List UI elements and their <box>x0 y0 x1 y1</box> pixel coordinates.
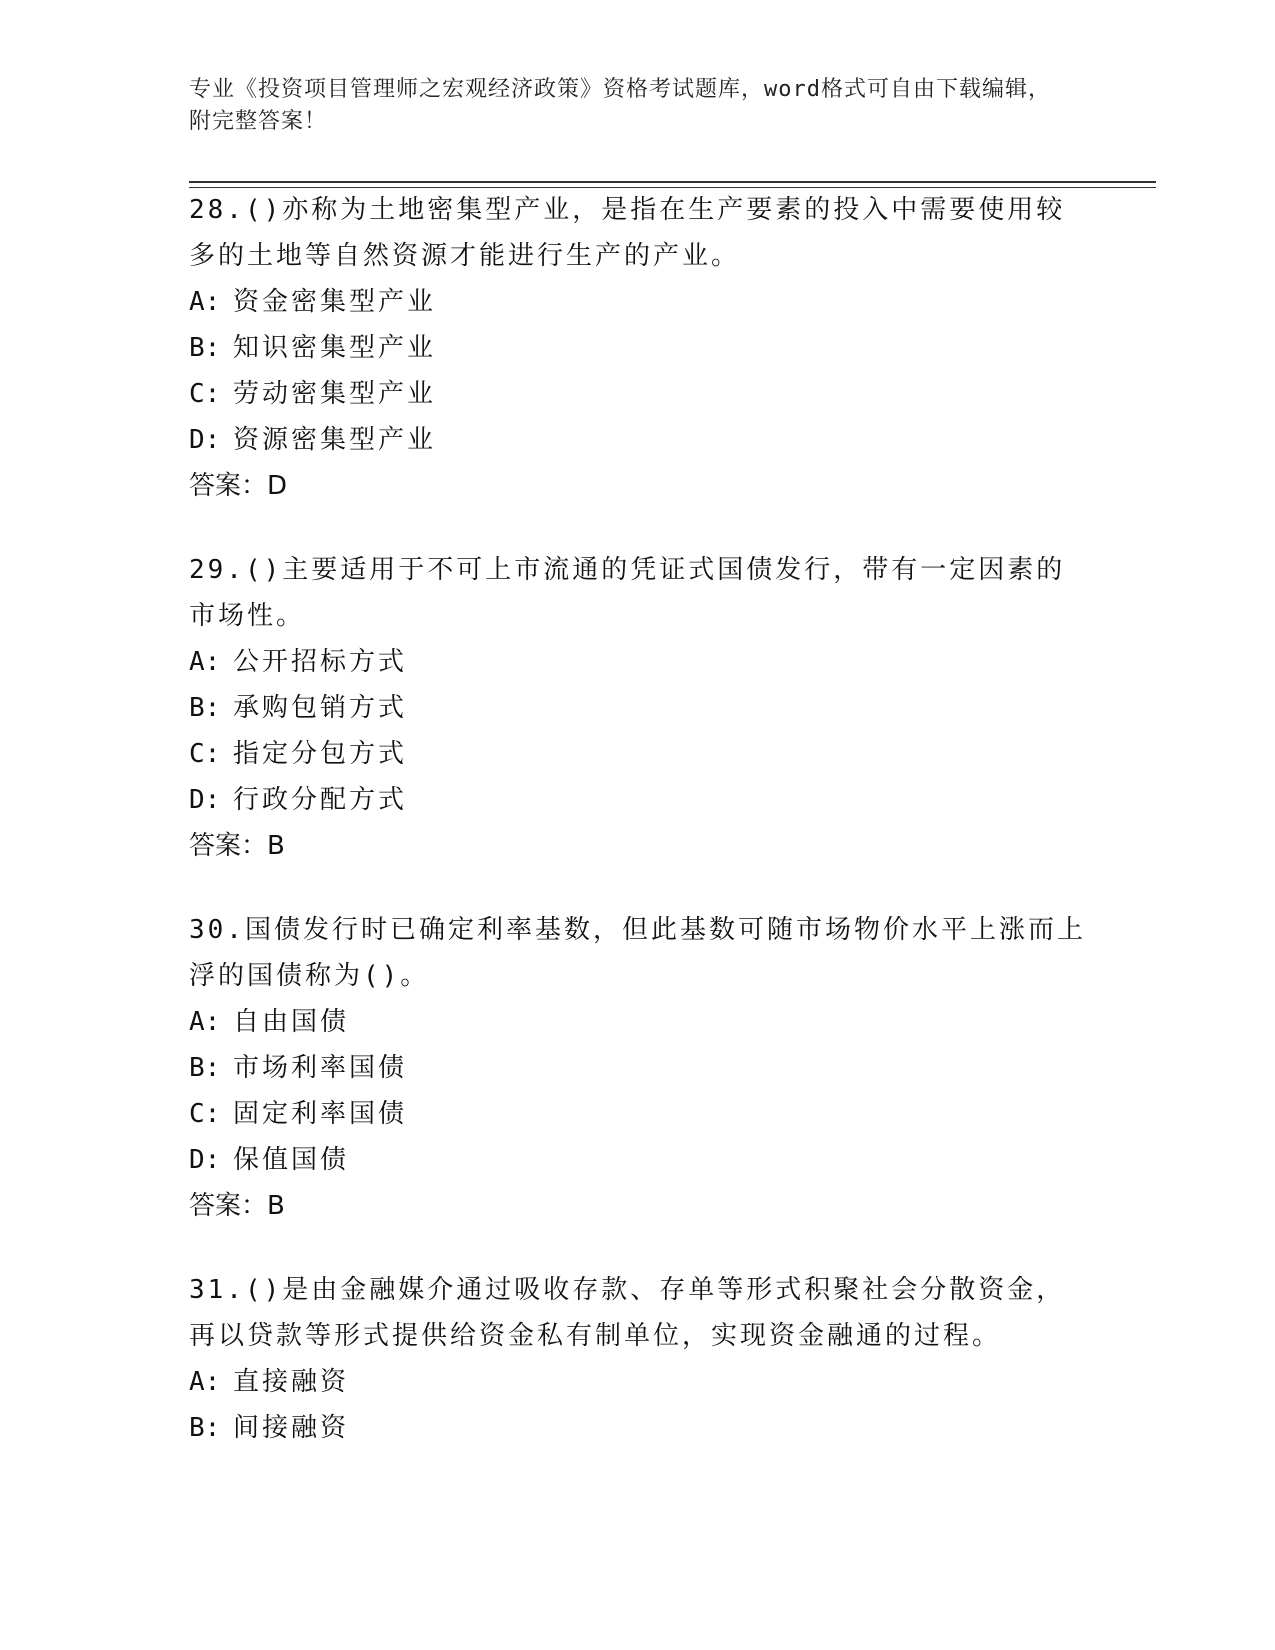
question-stem: 28.()亦称为土地密集型产业，是指在生产要素的投入中需要使用较多的土地等自然资源才能进行生产的产业。 <box>189 195 1066 271</box>
option-c <box>189 371 1089 417</box>
option-c <box>189 731 1089 777</box>
option-letter: B: <box>189 1053 221 1083</box>
option-text: 劳动密集型产业 <box>233 379 437 409</box>
option-b <box>189 1405 1089 1451</box>
option-b <box>189 685 1089 731</box>
option-letter: C: <box>189 739 221 769</box>
answer-line: 答案：B <box>189 1191 285 1221</box>
question-30 <box>189 907 1089 1229</box>
option-text: 直接融资 <box>233 1367 350 1397</box>
answer-line: 答案：B <box>189 831 285 861</box>
option-text: 公开招标方式 <box>233 647 408 677</box>
option-text: 行政分配方式 <box>233 785 408 815</box>
option-letter: B: <box>189 1413 221 1443</box>
option-a <box>189 279 1089 325</box>
option-c <box>189 1091 1089 1137</box>
option-letter: A: <box>189 647 221 677</box>
option-letter: C: <box>189 379 221 409</box>
option-text: 承购包销方式 <box>233 693 408 723</box>
option-text: 间接融资 <box>233 1413 350 1443</box>
option-letter: D: <box>189 425 221 455</box>
option-d <box>189 1137 1089 1183</box>
option-text: 自由国债 <box>233 1007 350 1037</box>
option-d <box>189 777 1089 823</box>
option-text: 指定分包方式 <box>233 739 408 769</box>
option-text: 知识密集型产业 <box>233 333 437 363</box>
question-stem: 30.国债发行时已确定利率基数，但此基数可随市场物价水平上涨而上浮的国债称为()。 <box>189 915 1086 991</box>
option-text: 固定利率国债 <box>233 1099 408 1129</box>
option-text: 资源密集型产业 <box>233 425 437 455</box>
option-letter: C: <box>189 1099 221 1129</box>
option-letter: A: <box>189 1007 221 1037</box>
question-29 <box>189 547 1089 869</box>
option-d <box>189 417 1089 463</box>
question-stem: 29.()主要适用于不可上市流通的凭证式国债发行，带有一定因素的市场性。 <box>189 555 1066 631</box>
option-letter: D: <box>189 785 221 815</box>
option-text: 保值国债 <box>233 1145 350 1175</box>
question-31 <box>189 1267 1089 1451</box>
option-a <box>189 999 1089 1045</box>
answer-line: 答案：D <box>189 471 288 501</box>
question-stem: 31.()是由金融媒介通过吸收存款、存单等形式积聚社会分散资金，再以贷款等形式提供给资金私有制单位，实现资金融通的过程。 <box>189 1275 1066 1351</box>
header-divider-thick <box>189 181 1156 183</box>
option-a <box>189 1359 1089 1405</box>
option-text: 市场利率国债 <box>233 1053 408 1083</box>
option-letter: B: <box>189 333 221 363</box>
option-b <box>189 325 1089 371</box>
option-a <box>189 639 1089 685</box>
question-28 <box>189 187 1089 509</box>
option-letter: A: <box>189 1367 221 1397</box>
document-header: 专业《投资项目管理师之宏观经济政策》资格考试题库，word格式可自由下载编辑，附完整答案！ <box>189 77 1051 134</box>
option-letter: B: <box>189 693 221 723</box>
option-text: 资金密集型产业 <box>233 287 437 317</box>
option-b <box>189 1045 1089 1091</box>
option-letter: A: <box>189 287 221 317</box>
option-letter: D: <box>189 1145 221 1175</box>
